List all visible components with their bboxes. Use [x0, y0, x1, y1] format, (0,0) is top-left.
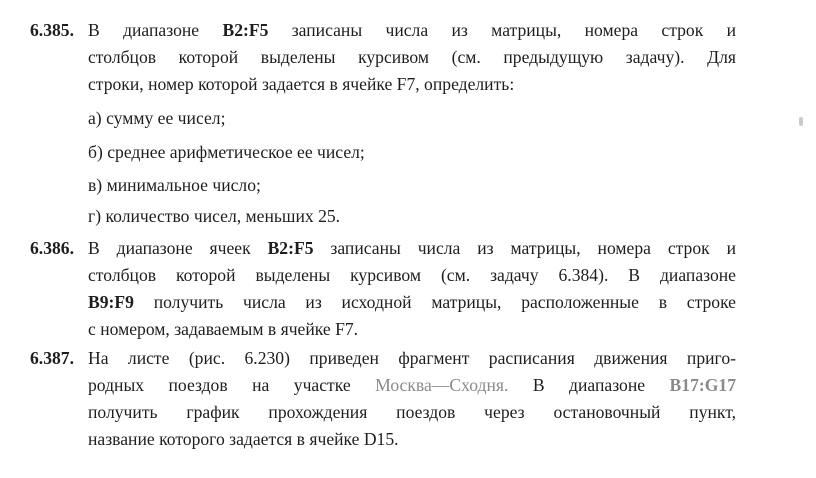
problem-6-386 [30, 235, 736, 343]
problem-line [30, 316, 736, 343]
problem-number: 6.387. [30, 348, 74, 368]
text-span: с номером, задаваемым в ячейке F7. [88, 319, 359, 339]
problem-6-385 [30, 17, 736, 98]
text-span: столбцов которой выделены курсивом (см. задачу 6.384). В диапазоне [88, 265, 736, 285]
list-item: в) минимальное число; [88, 175, 261, 195]
text-span: записаны числа из матрицы, номера строк и [313, 238, 736, 258]
cell-range: B2:F5 [267, 238, 314, 258]
text-span: В диапазоне [88, 20, 223, 40]
list-item: а) сумму ее чисел; [88, 108, 226, 128]
cell-range: B2:F5 [222, 20, 269, 40]
problem-line [30, 262, 736, 289]
text-span: столбцов которой выделены курсивом (см. предыдущую задачу). Для [88, 47, 736, 67]
text-span: получить график прохождения поездов через остановочный пункт, [88, 402, 736, 422]
text-span: В диапазоне [508, 375, 670, 395]
problem-line [30, 399, 736, 426]
problem-line [30, 345, 736, 372]
list-item: г) количество чисел, меньших 25. [88, 206, 341, 226]
problem-line [30, 235, 736, 262]
cell-range: B9:F9 [88, 292, 134, 312]
text-span: строки, номер которой задается в ячейке F7, определить: [88, 74, 515, 94]
problem-number: 6.386. [30, 238, 74, 258]
problem-6-387 [30, 345, 736, 453]
list-item: б) среднее арифметическое ее чисел; [88, 142, 365, 162]
problem-line [30, 71, 736, 98]
text-span: получить числа из исходной матрицы, расположенные в строке [133, 292, 736, 312]
cell-range: B17:G17 [669, 375, 736, 395]
problem-line [30, 17, 736, 44]
problem-line [30, 44, 736, 71]
text-span: название которого задается в ячейке D15. [88, 429, 399, 449]
problem-number: 6.385. [30, 20, 74, 40]
problem-line [30, 289, 736, 316]
text-span: родных поездов на участке [88, 375, 376, 395]
route-name: Москва—Сходня. [375, 375, 509, 395]
scan-speck [799, 117, 803, 126]
problem-line [30, 372, 736, 399]
problem-line [30, 426, 736, 453]
text-span: На листе (рис. 6.230) приведен фрагмент расписания движения приго- [88, 348, 736, 368]
text-span: записаны числа из матрицы, номера строк и [268, 20, 736, 40]
text-span: В диапазоне ячеек [88, 238, 268, 258]
